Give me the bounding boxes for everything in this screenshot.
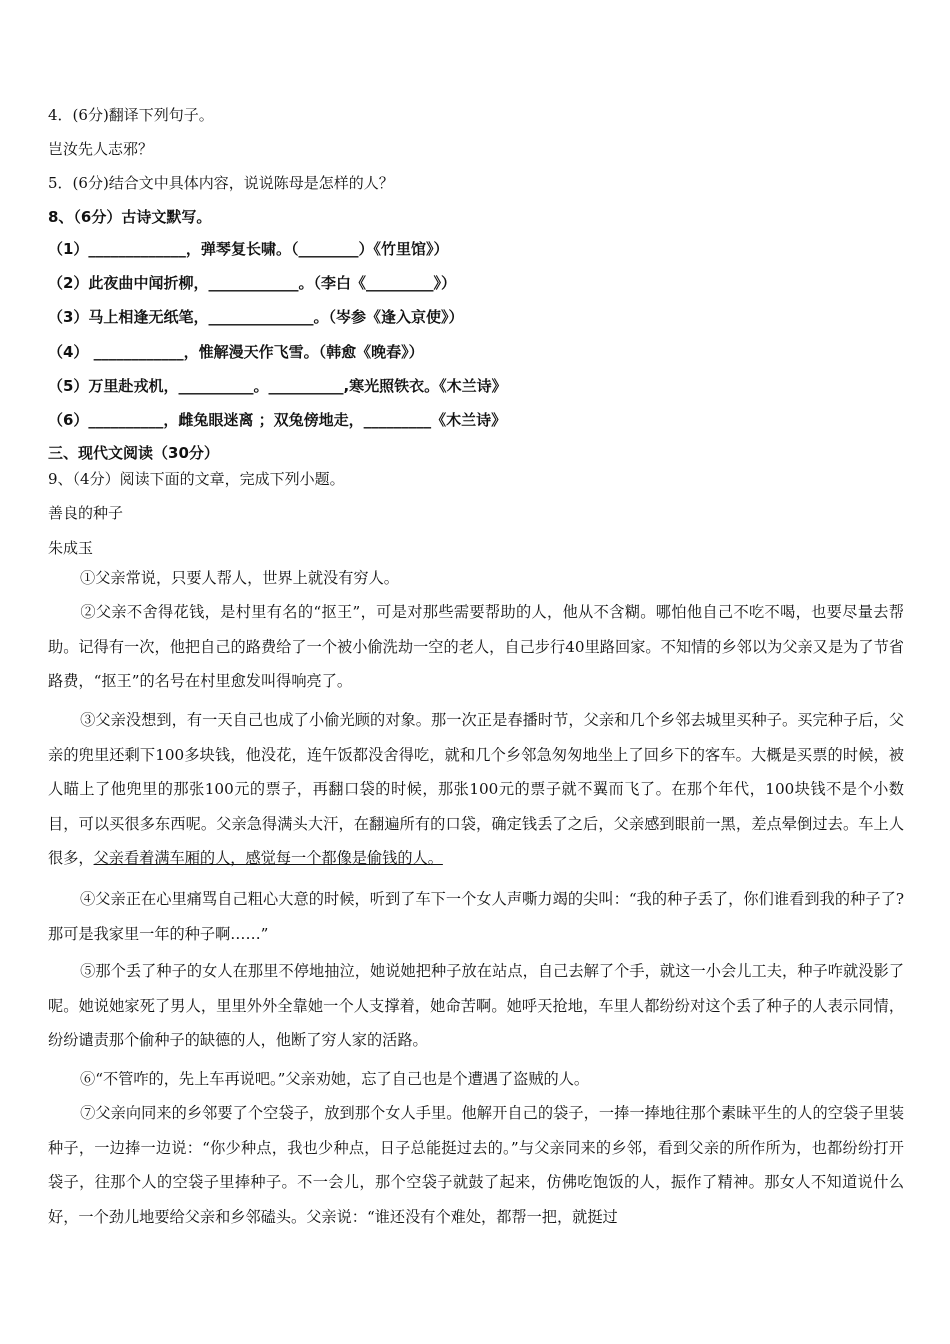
paragraph-1-text: ①父亲常说，只要人帮人，世界上就没有穷人。 (80, 569, 399, 587)
article-paragraph-5 (48, 954, 904, 1058)
q9-heading: 9、（4分）阅读下面的文章，完成下列小题。 (48, 470, 345, 488)
paragraph-5-text: ⑤那个丢了种子的女人在那里不停地抽泣，她说她把种子放在站点，自己去解了个手，就这一小会儿工夫，种子咋就没影了呢。她说她家死了男人，里里外外全靠她一个人支撑着，她命苦啊。她呼天抢地，车里人都纷纷对这个丢了种子的人表示同情，纷纷谴责那个偷种子的缺德的人，他断了穷人家的活路。 (48, 962, 904, 1050)
paragraph-2-text: ②父亲不舍得花钱，是村里有名的“抠王”，可是对那些需要帮助的人，他从不含糊。哪怕他自己不吃不喝，也要尽量去帮助。记得有一次，他把自己的路费给了一个被小偷洗劫一空的老人，自己步行40里路回家。不知情的乡邻以为父亲又是为了节省路费，“抠王”的名号在村里愈发叫得响亮了。 (48, 603, 904, 691)
q8-item-1: （1）_____________，弹琴复长啸。（________）《竹里馆》） (48, 240, 449, 258)
q8-item-5: （5）万里赴戎机，__________。__________,寒光照铁衣。《木兰诗》 (48, 377, 507, 395)
q4-heading: 4．(6分)翻译下列句子。 (48, 106, 214, 124)
article-paragraph-6 (48, 1062, 904, 1097)
paragraph-6-text: ⑥“不管咋的，先上车再说吧。”父亲劝她，忘了自己也是个遭遇了盗贼的人。 (80, 1070, 590, 1088)
article-paragraph-7 (48, 1096, 904, 1234)
section3-heading: 三、现代文阅读（30分） (48, 444, 219, 462)
q5-heading: 5．(6分)结合文中具体内容，说说陈母是怎样的人？ (48, 174, 394, 192)
paragraph-3-text: ③父亲没想到，有一天自己也成了小偷光顾的对象。那一次正是春播时节，父亲和几个乡邻去城里买种子。买完种子后，父亲的兜里还剩下100多块钱，他没花，连午饭都没舍得吃，就和几个乡邻急匆匆地坐上了回乡下的客车。大概是买票的时候，被人瞄上了他兜里的那张100元的票子，再翻口袋的时候，那张100元的票子就不翼而飞了。在那个年代，100块钱不是个小数目，可以买很多东西呢。父亲急得满头大汗，在翻遍所有的口袋，确定钱丢了之后，父亲感到眼前一黑，差点晕倒过去。车上人很多， (48, 711, 904, 868)
article-paragraph-1 (48, 561, 904, 596)
article-author: 朱成玉 (48, 539, 94, 557)
paragraph-7-text: ⑦父亲向同来的乡邻要了个空袋子，放到那个女人手里。他解开自己的袋子，一捧一捧地往那个素昧平生的人的空袋子里装种子，一边捧一边说：“你少种点，我也少种点，日子总能挺过去的。”与父亲同来的乡邻，看到父亲的所作所为，也都纷纷打开袋子，往那个人的空袋子里捧种子。不一会儿，那个空袋子就鼓了起来，仿佛吃饱饭的人，振作了精神。那女人不知道说什么好，一个劲儿地要给父亲和乡邻磕头。父亲说：“谁还没有个难处，都帮一把，就挺过 (48, 1104, 904, 1226)
paragraph-3-underlined-sentence: 父亲看着满车厢的人，感觉每一个都像是偷钱的人。 (93, 849, 443, 868)
q8-item-6: （6）__________，雌兔眼迷离 ；双兔傍地走，_________《木兰诗》 (48, 411, 507, 429)
q8-item-3: （3）马上相逢无纸笔，______________。（岑参《逢入京使》） (48, 308, 464, 326)
q4-sentence: 岂汝先人志邪？ (48, 140, 154, 158)
article-paragraph-3 (48, 703, 904, 876)
paragraph-4-text: ④父亲正在心里痛骂自己粗心大意的时候，听到了车下一个女人声嘶力竭的尖叫：“我的种子丢了，你们谁看到我的种子了?那可是我家里一年的种子啊……” (48, 890, 904, 943)
article-paragraph-2 (48, 595, 904, 699)
article-paragraph-4 (48, 882, 904, 951)
q8-item-4: （4） ____________，惟解漫天作飞雪。（韩愈《晚春》） (48, 343, 424, 361)
article-title: 善良的种子 (48, 504, 124, 522)
q8-heading: 8、（6分）古诗文默写。 (48, 208, 212, 226)
q8-item-2: （2）此夜曲中闻折柳，____________。（李白《_________》） (48, 274, 456, 292)
